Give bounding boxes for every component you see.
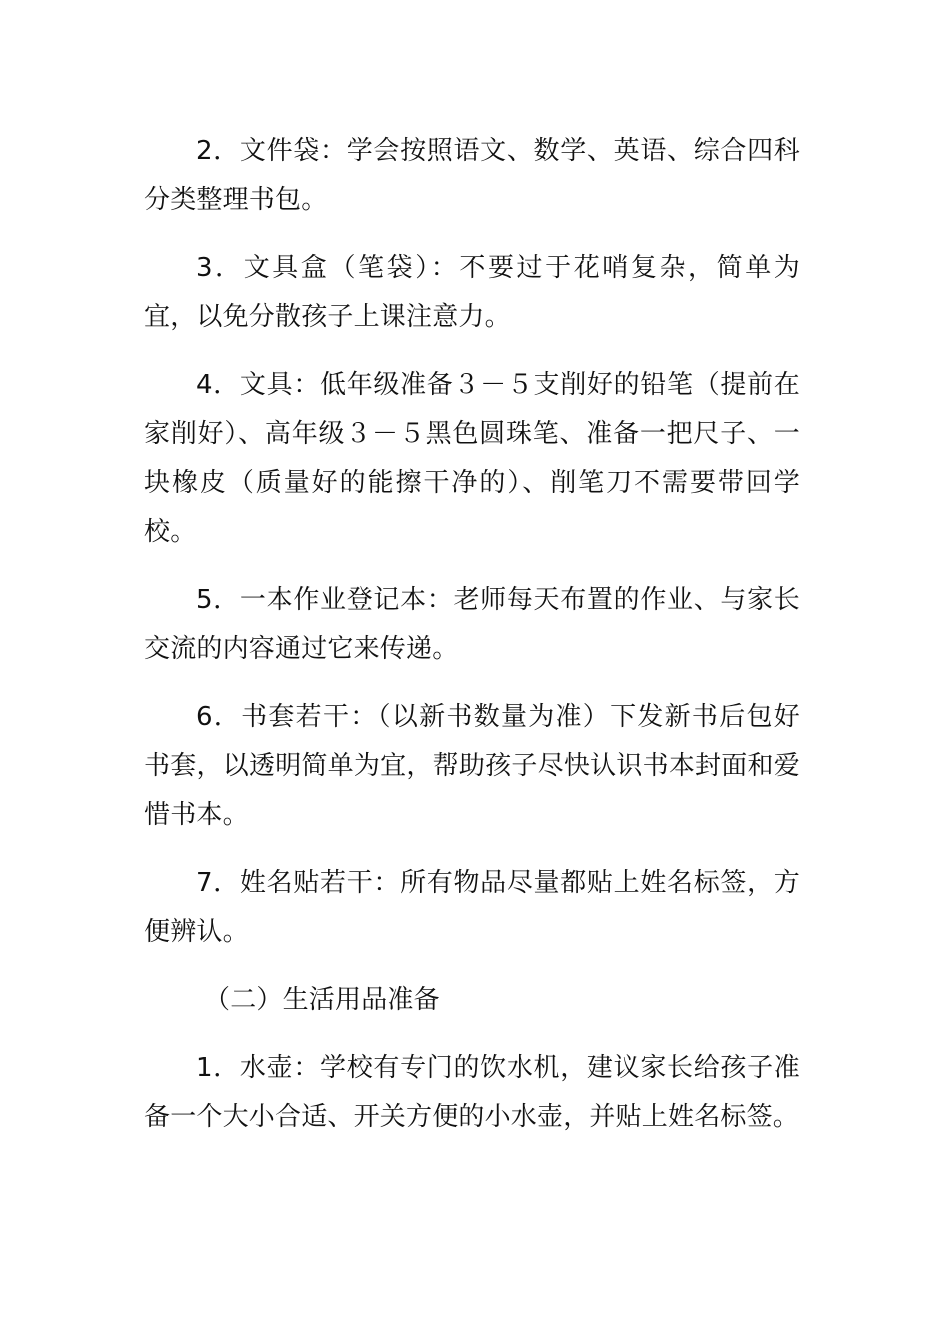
item-water-bottle: 1．水壶：学校有专门的饮水机，建议家长给孩子准备一个大小合适、开关方便的小水壶，并贴上姓名标签。 <box>144 1053 800 1132</box>
item-pencil-case: 3．文具盒（笔袋）：不要过于花哨复杂，简单为宜，以免分散孩子上课注意力。 <box>144 253 800 332</box>
item-stationery: 4．文具：低年级准备３－５支削好的铅笔（提前在家削好）、高年级３－５黑色圆珠笔、准备一把尺子、一块橡皮（质量好的能擦干净的）、削笔刀不需要带回学校。 <box>144 370 800 547</box>
item-file-bag: 2．文件袋：学会按照语文、数学、英语、综合四科分类整理书包。 <box>144 136 800 215</box>
section-heading-daily-supplies: （二）生活用品准备 <box>204 985 440 1015</box>
item-name-stickers: 7．姓名贴若干：所有物品尽量都贴上姓名标签，方便辨认。 <box>144 868 800 947</box>
item-book-covers: 6．书套若干：（以新书数量为准）下发新书后包好书套，以透明简单为宜，帮助孩子尽快认识书本封面和爱惜书本。 <box>144 702 800 830</box>
document-page <box>144 127 800 1161</box>
item-homework-notebook: 5．一本作业登记本：老师每天布置的作业、与家长交流的内容通过它来传递。 <box>144 585 800 664</box>
